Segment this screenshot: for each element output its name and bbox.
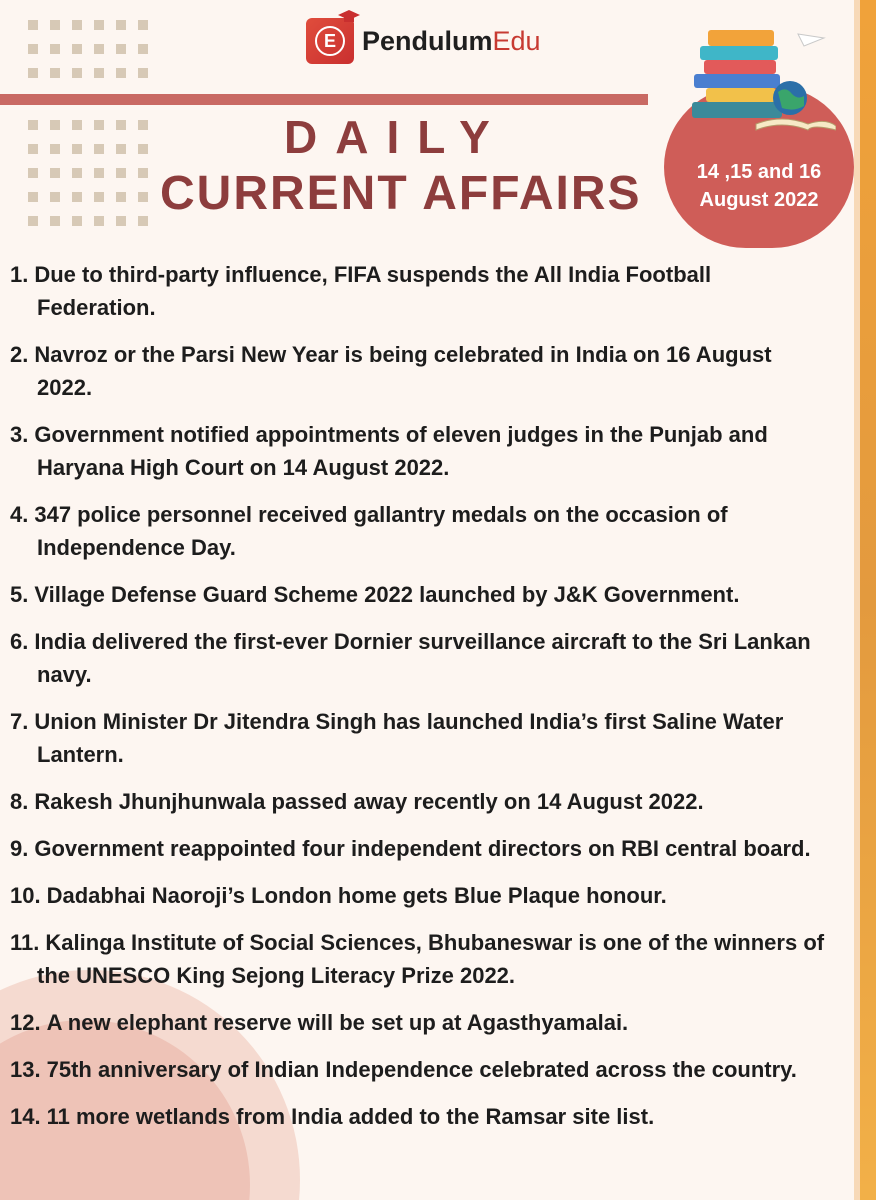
dot-pattern-middle xyxy=(28,120,148,226)
list-item-number: 6. xyxy=(10,629,29,654)
right-border xyxy=(860,0,876,1200)
header-bar xyxy=(0,94,648,105)
list-item-number: 12. xyxy=(10,1010,41,1035)
list-item-text: Government reappointed four independent directors on RBI central board. xyxy=(34,836,811,861)
list-item-number: 14. xyxy=(10,1104,41,1129)
list-item-number: 9. xyxy=(10,836,29,861)
list-item-text: India delivered the first-ever Dornier surveillance aircraft to the Sri Lankan navy. xyxy=(34,629,811,687)
brand-name xyxy=(362,26,541,57)
list-item xyxy=(10,418,830,484)
open-book-icon xyxy=(756,119,836,130)
list-item-text: Due to third-party influence, FIFA suspends the All India Football Federation. xyxy=(34,262,712,320)
list-item xyxy=(10,1053,830,1086)
list-item xyxy=(10,578,830,611)
brand-name-suffix: Edu xyxy=(492,25,541,56)
list-item xyxy=(10,625,830,691)
list-item xyxy=(10,926,830,992)
brand-name-main: Pendulum xyxy=(362,25,493,56)
dot-pattern-top xyxy=(28,20,148,78)
logo-icon xyxy=(306,18,354,64)
list-item xyxy=(10,258,830,324)
list-item xyxy=(10,498,830,564)
list-item-number: 3. xyxy=(10,422,29,447)
list-item-text: Rakesh Jhunjhunwala passed away recently on 14 August 2022. xyxy=(34,789,704,814)
list-item-number: 7. xyxy=(10,709,29,734)
list-item-text: Village Defense Guard Scheme 2022 launched by J&K Government. xyxy=(34,582,740,607)
list-item-text: Union Minister Dr Jitendra Singh has launched India’s first Saline Water Lantern. xyxy=(34,709,784,767)
list-item-number: 13. xyxy=(10,1057,41,1082)
list-item-text: 75th anniversary of Indian Independence celebrated across the country. xyxy=(46,1057,797,1082)
book-icon xyxy=(692,102,782,118)
list-item-number: 4. xyxy=(10,502,29,527)
list-item-text: 347 police personnel received gallantry medals on the occasion of Independence Day. xyxy=(34,502,728,560)
list-item-number: 8. xyxy=(10,789,29,814)
date-line2: August 2022 xyxy=(699,189,819,211)
list-item xyxy=(10,1006,830,1039)
news-list xyxy=(10,258,830,1147)
list-item-number: 2. xyxy=(10,342,29,367)
books-globe-illustration xyxy=(686,26,836,136)
list-item xyxy=(10,832,830,865)
list-item xyxy=(10,705,830,771)
list-item-text: Government notified appointments of eleven judges in the Punjab and Haryana High Court on 14 August 2022. xyxy=(34,422,768,480)
book-icon xyxy=(704,60,776,74)
list-item-text: Dadabhai Naoroji’s London home gets Blue Plaque honour. xyxy=(46,883,667,908)
list-item-text: Navroz or the Parsi New Year is being celebrated in India on 16 August 2022. xyxy=(34,342,772,400)
list-item-number: 1. xyxy=(10,262,29,287)
list-item-number: 10. xyxy=(10,883,41,908)
list-item-number: 5. xyxy=(10,582,29,607)
list-item-text: A new elephant reserve will be set up at Agasthyamalai. xyxy=(46,1010,629,1035)
book-icon xyxy=(700,46,778,60)
list-item xyxy=(10,785,830,818)
brand-logo xyxy=(306,18,541,64)
page-title-line1: DAILY xyxy=(284,111,508,163)
list-item-text: 11 more wetlands from India added to the Ramsar site list. xyxy=(46,1104,655,1129)
list-item xyxy=(10,1100,830,1133)
logo-letter: E xyxy=(315,26,345,56)
book-icon xyxy=(706,88,776,102)
list-item-number: 11. xyxy=(10,930,40,955)
graduation-cap-icon xyxy=(338,10,360,28)
list-item-text: Kalinga Institute of Social Sciences, Bhubaneswar is one of the winners of the UNESCO King Sejong Literacy Prize 2022. xyxy=(37,930,825,988)
page-title-line2: CURRENT AFFAIRS xyxy=(160,167,642,220)
book-icon xyxy=(694,74,780,88)
date-line1: 14 ,15 and 16 xyxy=(696,161,822,183)
paper-plane-icon xyxy=(798,34,824,46)
list-item xyxy=(10,338,830,404)
list-item xyxy=(10,879,830,912)
book-icon xyxy=(708,30,774,46)
